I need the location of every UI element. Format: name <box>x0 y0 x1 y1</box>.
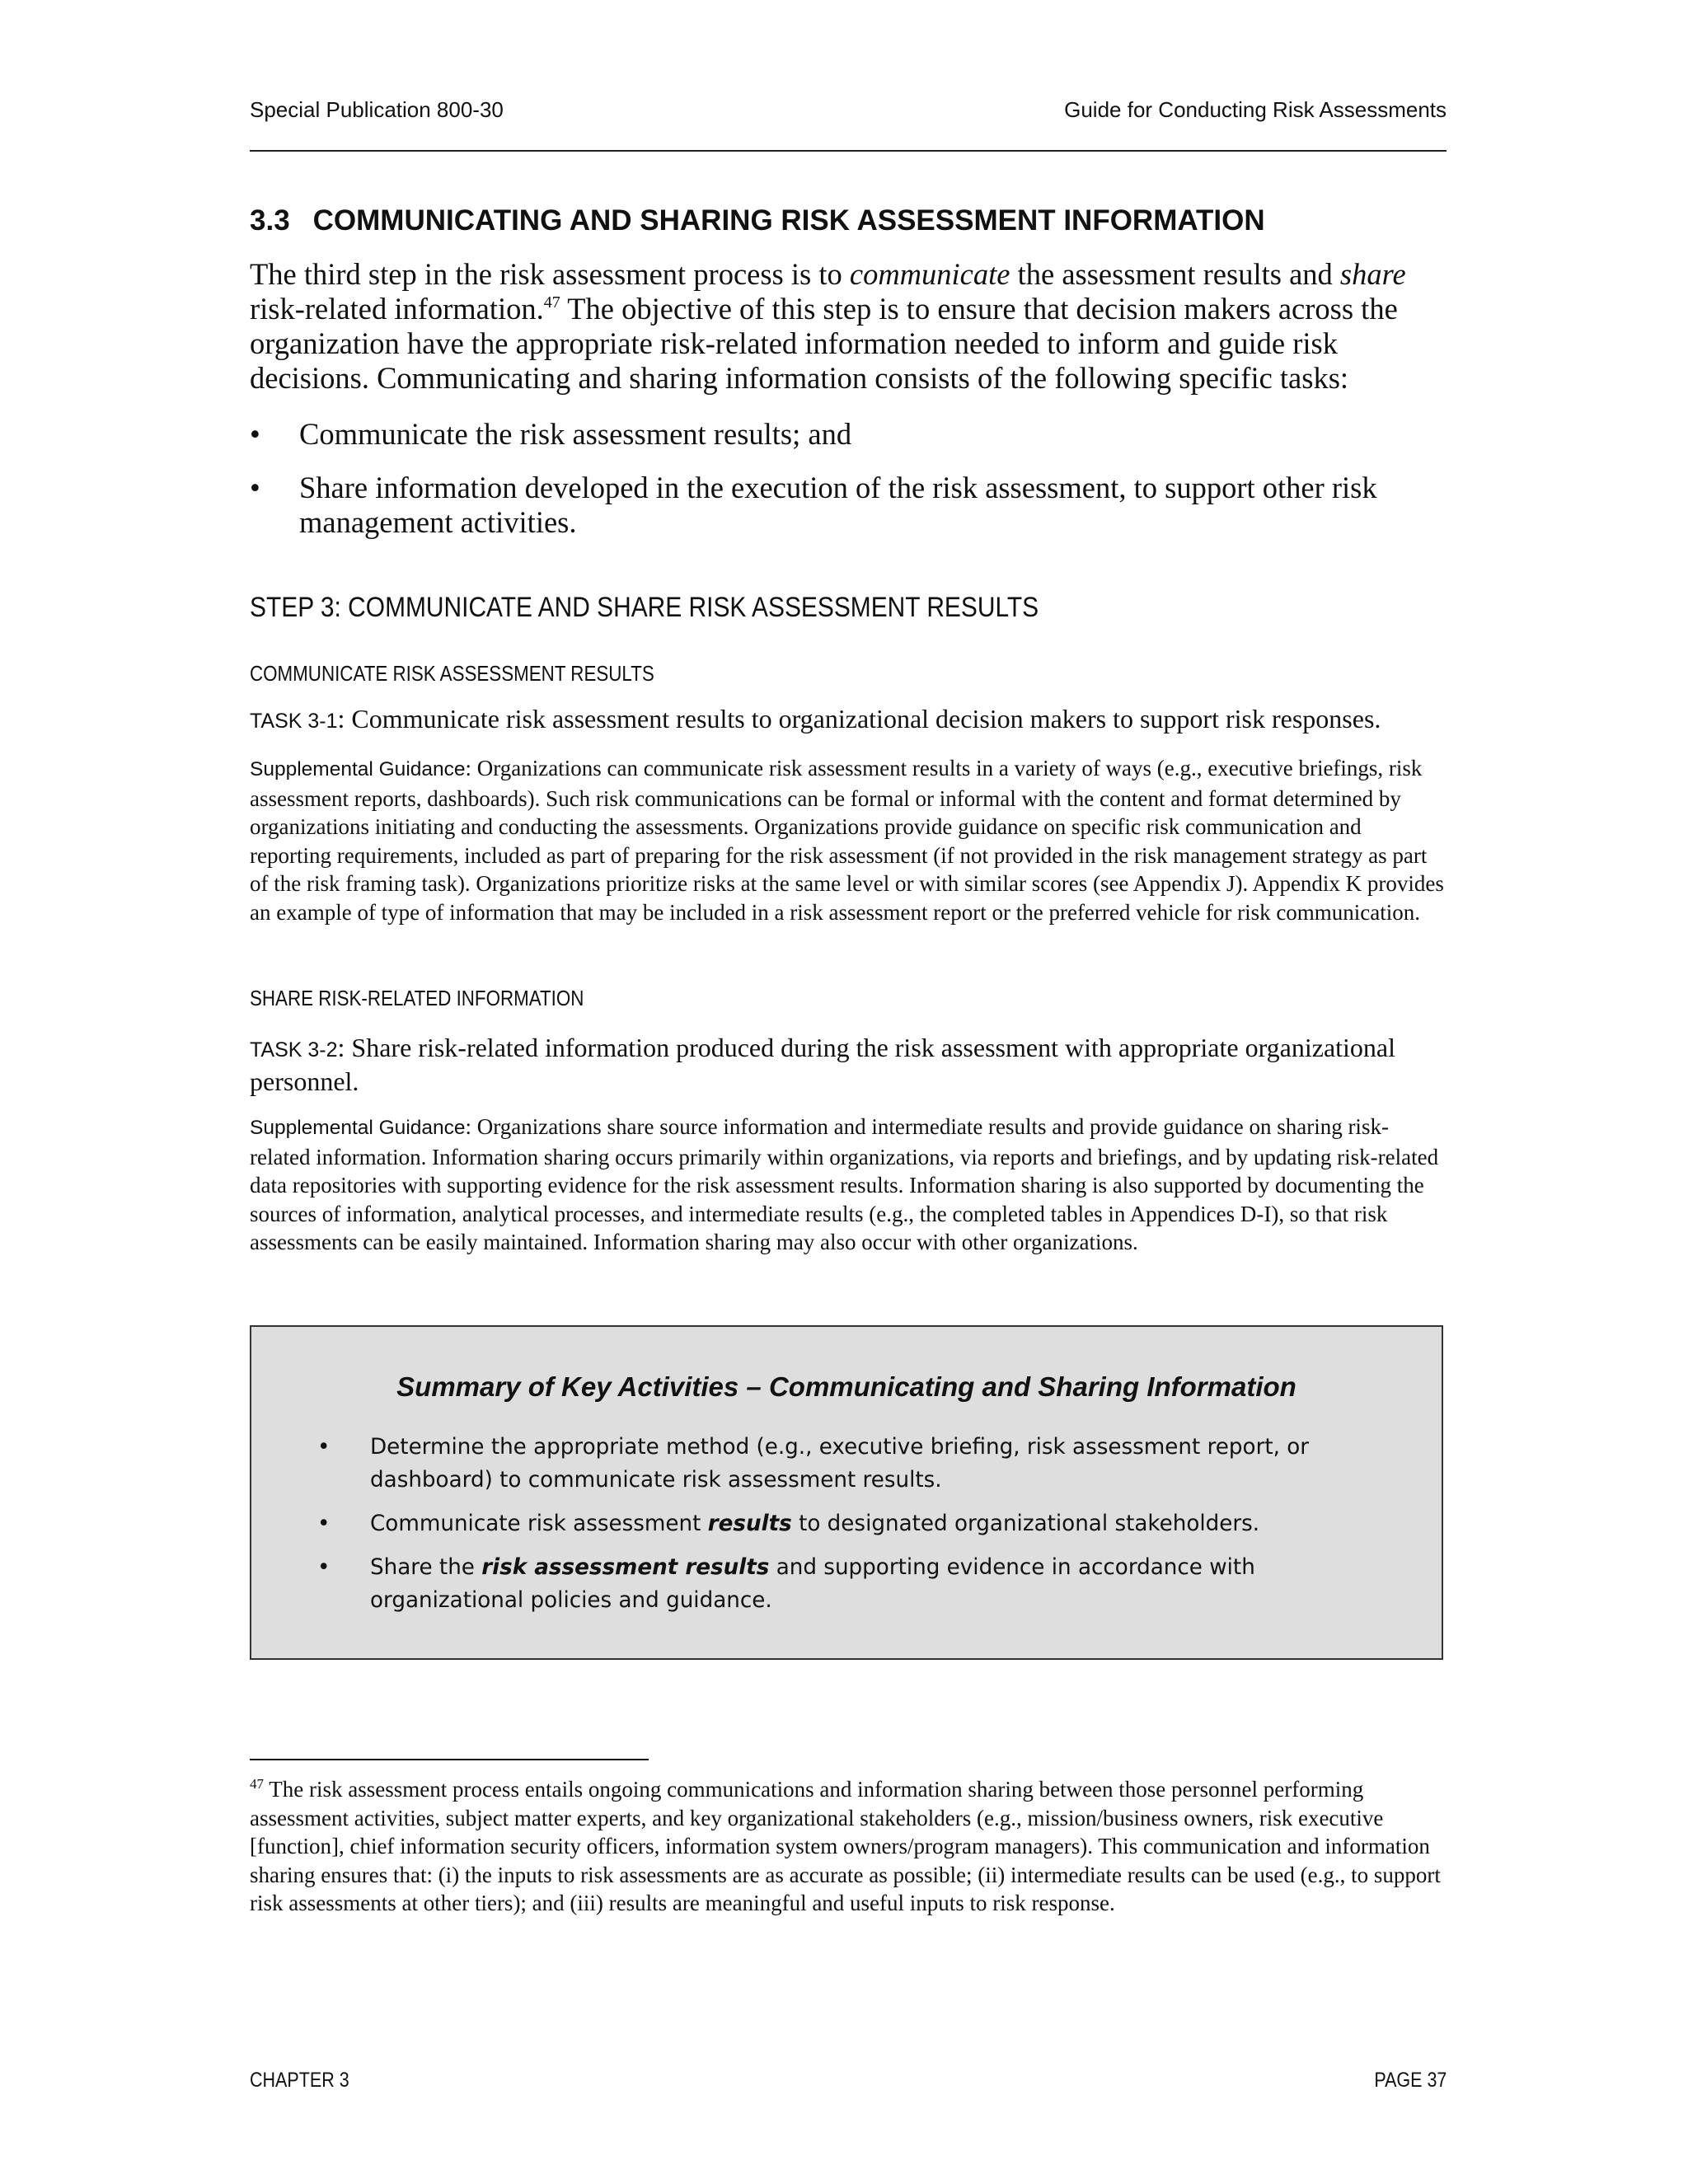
task2-label: TASK 3-2 <box>250 1038 338 1062</box>
task-list <box>250 417 1447 452</box>
emphasis-risk-assessment-results: risk assessment results <box>481 1554 770 1580</box>
header-rule <box>250 150 1447 152</box>
section-heading <box>250 204 1447 237</box>
section-number: 3.3 <box>250 204 290 237</box>
task1-text: : Communicate risk assessment results to organizational decision makers to support risk responses. <box>337 704 1381 733</box>
bullet-icon: • <box>317 1511 331 1536</box>
bullet-icon: • <box>317 1554 331 1580</box>
summary-title: Summary of Key Activities – Communicating and Sharing Information <box>396 1371 1296 1402</box>
footnote-reference[interactable]: 47 <box>543 293 560 312</box>
guidance-label: Supplemental Guidance <box>250 1117 466 1139</box>
guidance-label: Supplemental Guidance <box>250 758 466 780</box>
task2-subheading: SHARE RISK-RELATED INFORMATION <box>250 986 584 1010</box>
intro-text: risk-related information. <box>250 292 544 326</box>
summary-box <box>250 1325 1443 1660</box>
list-item-text: Share the <box>370 1554 482 1580</box>
intro-emphasis-communicate: communicate <box>849 257 1010 291</box>
list-item <box>317 1507 1372 1540</box>
footnote <box>250 1775 1447 1918</box>
task1-subheading: COMMUNICATE RISK ASSESSMENT RESULTS <box>250 661 654 686</box>
task-list <box>250 471 1447 540</box>
list-item-text: to designated organizational stakeholders. <box>791 1511 1260 1536</box>
footer-page-number: PAGE 37 <box>1373 2069 1447 2092</box>
list-item-text: Share information developed in the execution of the risk assessment, to support other risk management activities. <box>299 471 1377 539</box>
header-publication: Special Publication 800-30 <box>250 97 504 122</box>
task2-text: : Share risk-related information produced during the risk assessment with appropriate organizational personnel. <box>250 1033 1396 1096</box>
bullet-icon: • <box>250 417 260 451</box>
list-item-text: Determine the appropriate method (e.g., executive briefing, risk assessment report, or dashboard) to communicate risk assessment results. <box>370 1434 1310 1493</box>
emphasis-results: results <box>707 1511 792 1536</box>
bullet-icon: • <box>250 471 260 504</box>
intro-text: The objective of this step is to ensure that decision makers across the organization have the appropriate risk-related information needed to inform and guide risk decisions. Communicating and sharing information consists of the following specific tasks: <box>250 292 1398 395</box>
task2-guidance <box>250 1113 1447 1257</box>
intro-text: the assessment results and <box>1010 257 1340 291</box>
summary-list <box>317 1431 1405 1628</box>
section-title: COMMUNICATING AND SHARING RISK ASSESSMENT INFORMATION <box>312 204 1265 237</box>
document-page <box>250 0 1447 2184</box>
task1-label: TASK 3-1 <box>250 710 338 733</box>
footnote-rule <box>250 1759 649 1760</box>
list-item <box>250 471 1447 540</box>
list-item <box>317 1551 1372 1617</box>
list-item-text: Communicate risk assessment <box>370 1511 708 1536</box>
footer-chapter: CHAPTER 3 <box>250 2069 349 2092</box>
intro-paragraph <box>250 257 1447 396</box>
task1-guidance <box>250 754 1447 927</box>
bullet-icon: • <box>317 1434 331 1460</box>
guidance-text: : Organizations can communicate risk assessment results in a variety of ways (e.g., executive briefings, risk assessment reports, dashboards). Such risk communications can be formal or informal with the content and format determined by organizations initiating and conducting the assessments. Organizations provide guidance on specific risk communication and reporting requirements, included as part of preparing for the risk assessment (if not provided in the risk management strategy as part of the risk framing task). Organizations prioritize risks at the same level or with similar scores (see Appendix J). Appendix K provides an example of type of information that may be included in a risk assessment report or the preferred vehicle for risk communication. <box>250 756 1444 925</box>
list-item <box>317 1431 1372 1497</box>
step-heading: STEP 3: COMMUNICATE AND SHARE RISK ASSESSMENT RESULTS <box>250 592 1039 623</box>
task1-statement <box>250 703 1447 737</box>
guidance-text: : Organizations share source information and intermediate results and provide guidance on sharing risk-related information. Information sharing occurs primarily within organizations, via reports and briefings, and by updating risk-related data repositories with supporting evidence for the risk assessment results. Information sharing is also supported by documenting the sources of information, analytical processes, and intermediate results (e.g., the completed tables in Appendices D-I), so that risk assessments can be easily maintained. Information sharing may also occur with other organizations. <box>250 1114 1439 1255</box>
intro-text: The third step in the risk assessment process is to <box>250 257 850 291</box>
footnote-number: 47 <box>250 1776 264 1792</box>
page-header <box>250 97 1447 130</box>
header-guide-title: Guide for Conducting Risk Assessments <box>1064 97 1447 122</box>
list-item-text: and supporting evidence in accordance with organizational policies and guidance. <box>370 1554 1255 1613</box>
intro-emphasis-share: share <box>1339 257 1406 291</box>
task2-statement <box>250 1032 1447 1097</box>
list-item-text: Communicate the risk assessment results; and <box>299 417 852 451</box>
footnote-text: The risk assessment process entails ongoing communications and information sharing between those personnel performing assessment activities, subject matter experts, and key organizational stakeholders (e.g., mission/business owners, risk executive [function], chief information security officers, information system owners/program managers). This communication and information sharing ensures that: (i) the inputs to risk assessments are as accurate as possible; (ii) intermediate results can be used (e.g., to support risk assessments at other tiers); and (iii) results are meaningful and useful inputs to risk response. <box>250 1777 1441 1916</box>
list-item <box>250 417 1447 452</box>
